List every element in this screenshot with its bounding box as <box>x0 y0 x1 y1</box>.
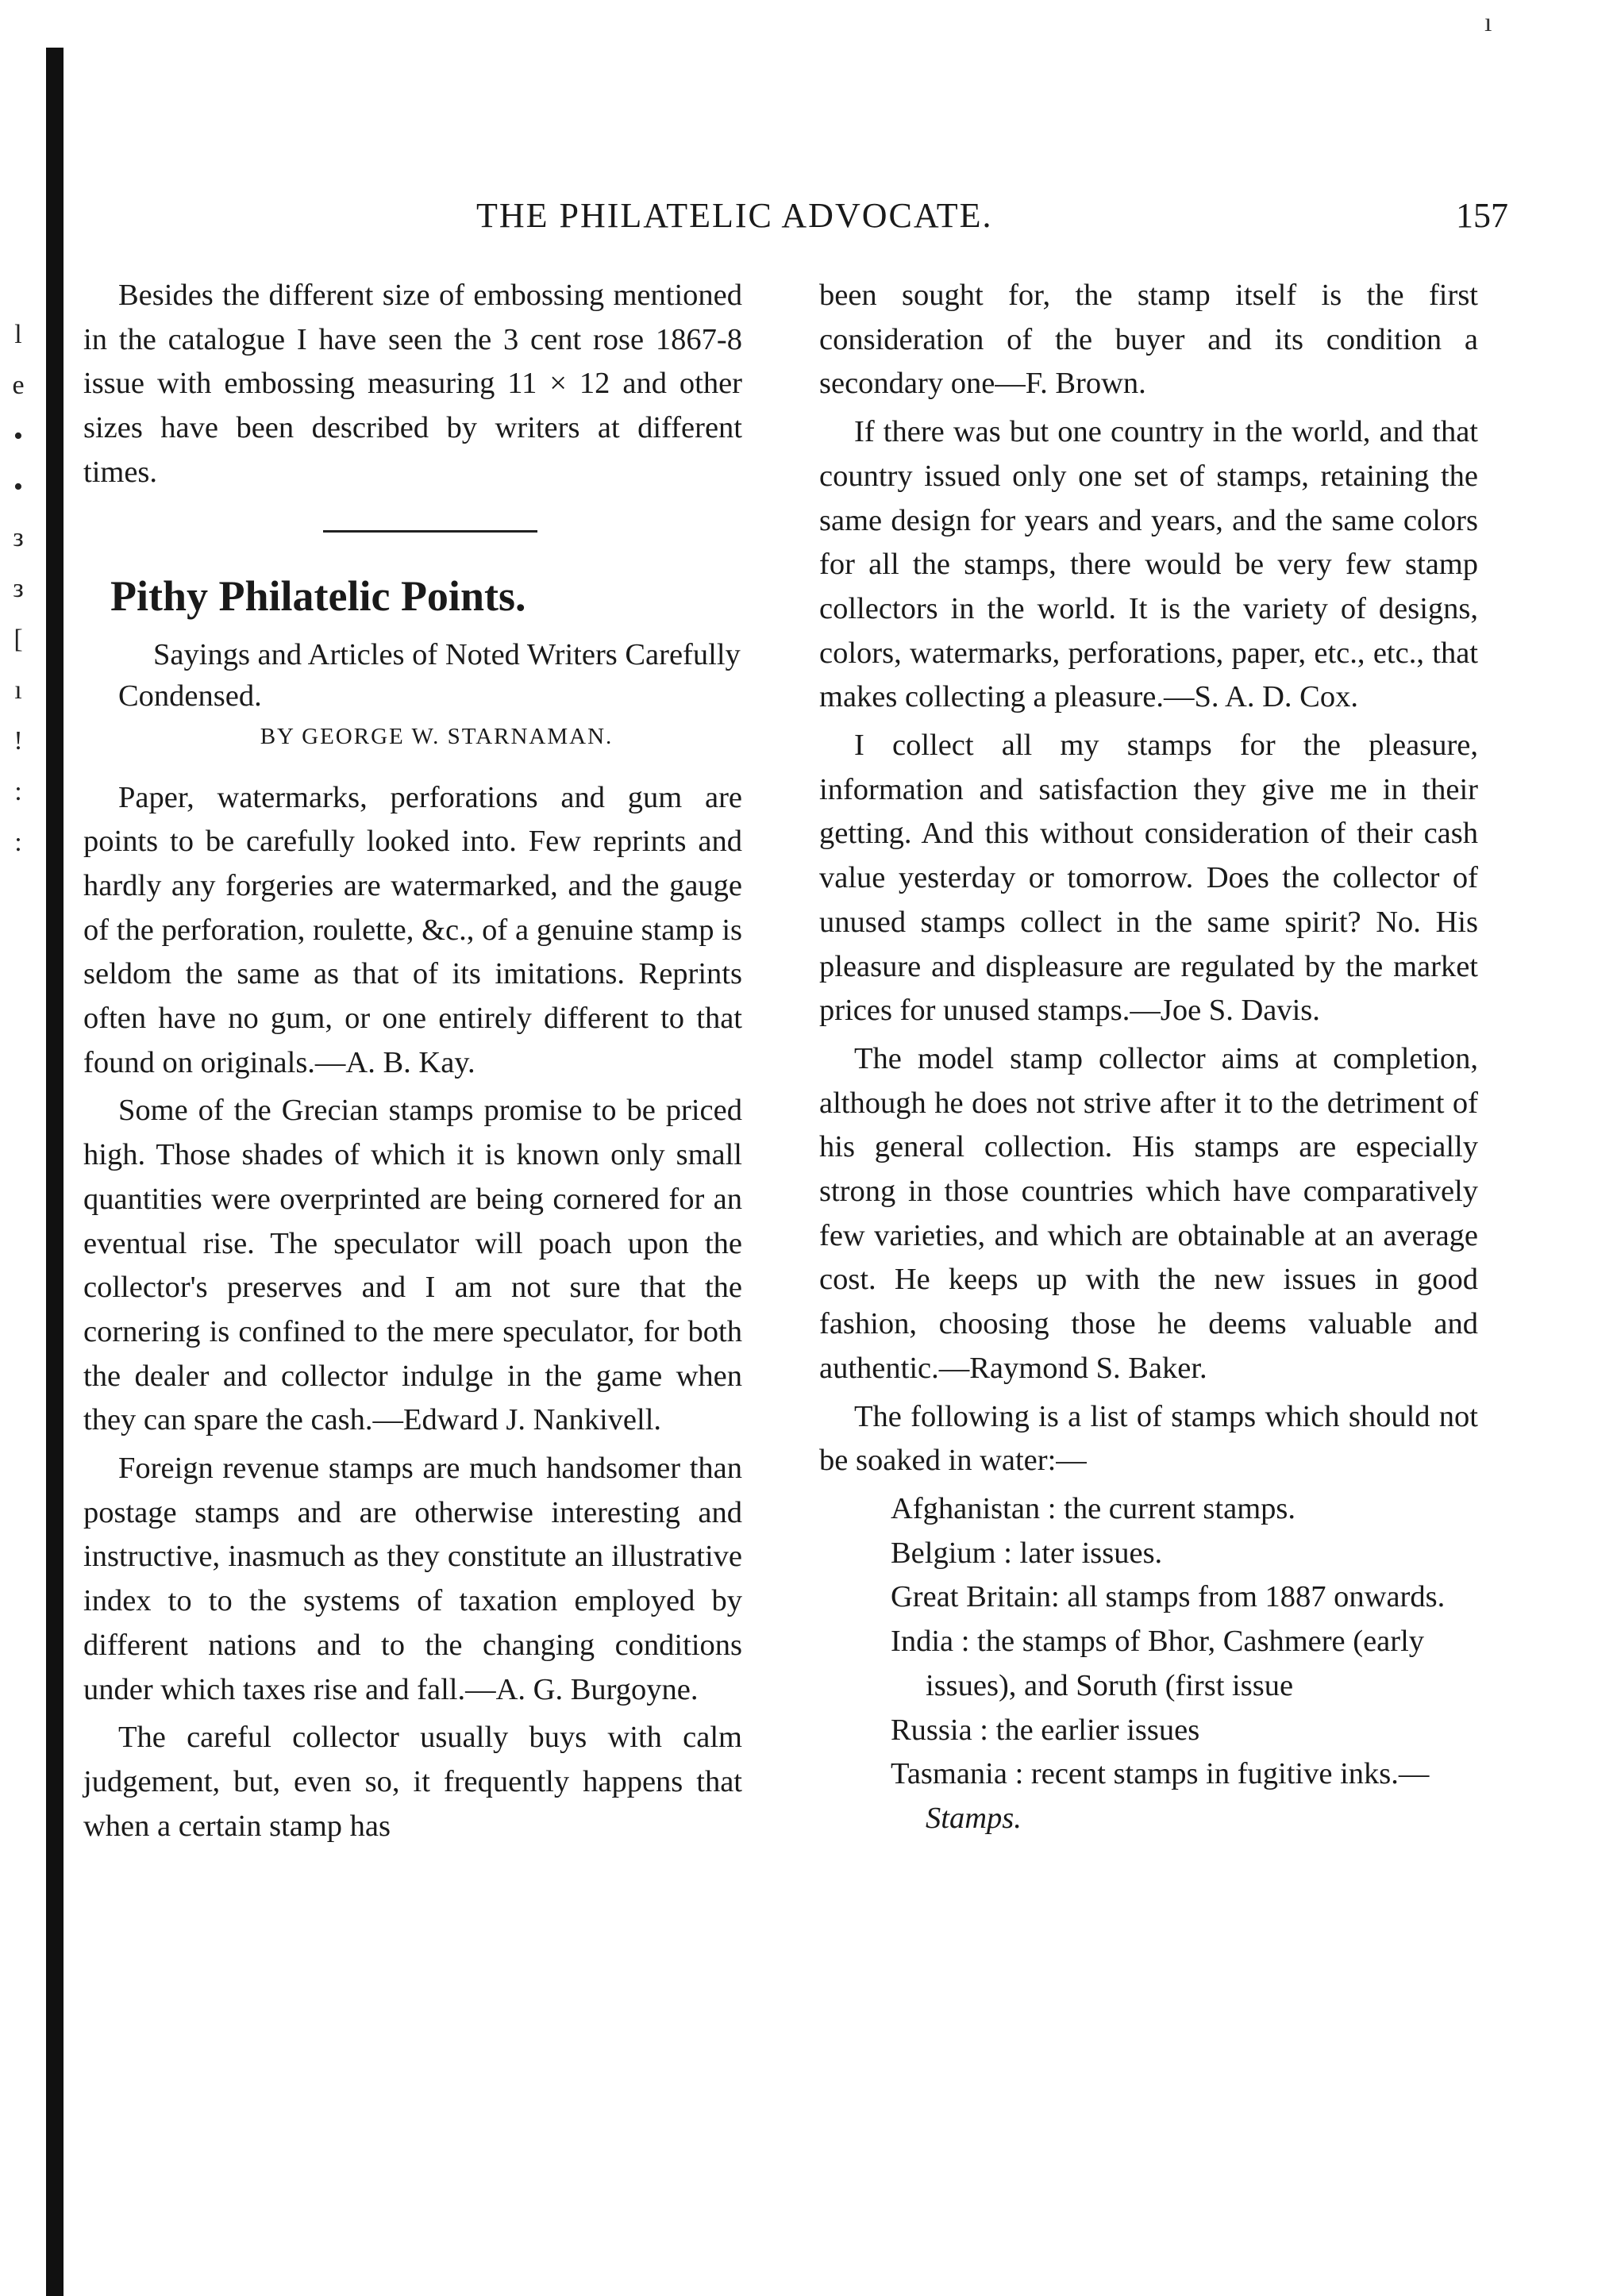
margin-mark: • <box>13 472 23 502</box>
running-header <box>476 195 1508 243</box>
page-number: 157 <box>1456 196 1508 235</box>
list-item: India : the stamps of Bhor, Cashmere (early issues), and Soruth (first issue <box>891 1625 1425 1702</box>
stamp-list <box>891 1487 1478 1841</box>
margin-mark: : <box>14 828 22 857</box>
margin-mark: з <box>13 523 24 552</box>
margin-mark: • <box>13 421 23 451</box>
list-item: Belgium : later issues. <box>891 1536 1163 1570</box>
list-item: Russia : the earlier issues <box>891 1713 1200 1747</box>
margin-mark: l <box>14 320 22 349</box>
article-paragraph: The careful collector usually buys with calm judgement, but, even so, it frequently happens that when a certain stamp has <box>83 1721 742 1843</box>
list-item-last <box>891 1752 1478 1840</box>
running-title: THE PHILATELIC ADVOCATE. <box>476 196 993 235</box>
corner-mark: ı <box>1484 8 1492 37</box>
continued-paragraph: been sought for, the stamp itself is the first consideration of the buyer and its condition a secondary one—F. Brown. <box>819 279 1478 401</box>
right-column <box>819 274 1478 1841</box>
section-subtitle: Sayings and Articles of Noted Writers Carefully Condensed. <box>118 637 741 713</box>
article-paragraph: I collect all my stamps for the pleasure, information and satisfaction they give me in their getting. And this without consideration of their cash value yesterday or tomorrow. Does the collector of unused stamps collect in the same spirit? No. His pleasure and displeasure are regulated by the market prices for unused stamps.—Joe S. Davis. <box>819 729 1478 1028</box>
article-paragraph: Foreign revenue stamps are much handsomer than postage stamps and are otherwise interesting and instructive, inasmuch as they constitute an illustrative index to to the systems of taxation employed by different nations and to the changing conditions under which taxes rise and fall.—A. G. Burgoyne. <box>83 1452 742 1706</box>
left-column <box>83 274 742 1852</box>
article-paragraph: The model stamp collector aims at completion, although he does not strive after it to the detriment of his general collection. His stamps are especially strong in those countries which have comparatively few varieties, and which are obtainable at an average cost. He keeps up with the new issues in good fashion, choosing those he deems valuable and authentic.—Raymond S. Baker. <box>819 1041 1478 1385</box>
section-title: Pithy Philatelic Points. <box>110 571 526 620</box>
list-citation: Stamps. <box>926 1801 1022 1835</box>
margin-mark: ı <box>14 675 22 705</box>
article-paragraph: Some of the Grecian stamps promise to be priced high. Those shades of which it is known only small quantities were overprinted are being cornered for an eventual rise. The speculator will poach upon the collector's preserves and I am not sure that the cornering is confined to the mere speculator, for both the dealer and collector indulge in the game when they can spare the cash.—Edward J. Nankivell. <box>83 1094 742 1437</box>
margin-mark: ! <box>13 726 23 756</box>
list-item-text: Tasmania : recent stamps in fugitive inks.— <box>891 1757 1430 1791</box>
article-paragraph: The following is a list of stamps which should not be soaked in water:— <box>819 1399 1478 1478</box>
article-paragraph: Paper, watermarks, perforations and gum are points to be carefully looked into. Few reprints and hardly any forgeries are watermarked, and the gauge of the perforation, roulette, &c., of a genuine stamp is seldom the same as that of its imitations. Reprints often have no gum, or one entirely different to that found on originals.—A. B. Kay. <box>83 780 742 1079</box>
margin-mark: з <box>13 574 24 603</box>
section-divider <box>323 530 537 533</box>
intro-paragraph: Besides the different size of embossing mentioned in the catalogue I have seen the 3 cent rose 1867-8 issue with embossing measuring 11 × 12 and other sizes have been described by writers at different times. <box>83 279 742 489</box>
margin-mark: [ <box>13 625 23 654</box>
margin-marks <box>6 310 30 868</box>
margin-mark: : <box>14 777 22 806</box>
list-item: Afghanistan : the current stamps. <box>891 1491 1296 1525</box>
list-item: Great Britain: all stamps from 1887 onwards. <box>891 1580 1446 1614</box>
page-binding-edge <box>46 48 64 2296</box>
article-paragraph: If there was but one country in the world, and that country issued only one set of stamps, retaining the same design for years and years, and the same colors for all the stamps, there would be very few stamp collectors in the world. It is the variety of designs, colors, watermarks, perforations, paper, etc., etc., that makes collecting a pleasure.—S. A. D. Cox. <box>819 415 1478 714</box>
margin-mark: e <box>12 371 25 400</box>
byline: BY GEORGE W. STARNAMAN. <box>260 723 614 749</box>
